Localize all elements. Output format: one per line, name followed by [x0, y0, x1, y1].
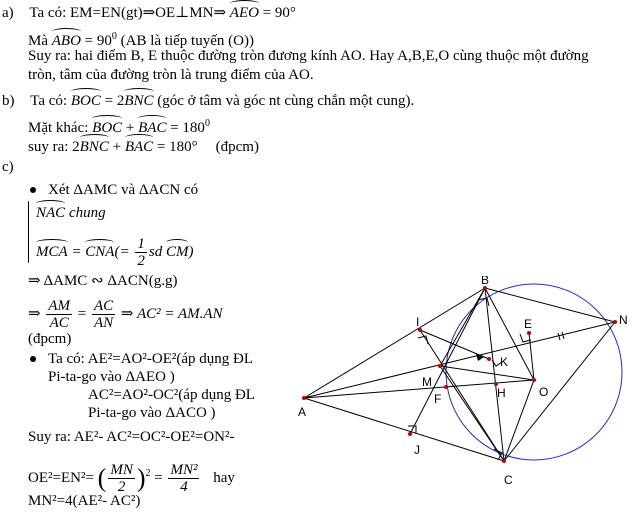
label-a: A	[298, 405, 307, 419]
ratio-line: ⇒ $\frac{AM}{AC}$ = $\frac{AC}{AN}$ ⇒ AC² = AM.AN	[28, 298, 223, 331]
point-a	[302, 396, 306, 400]
pythag-line-5: Suy ra: AE²- AC²=OC²-OE²=ON²-	[28, 429, 235, 445]
point-o	[532, 378, 536, 382]
point-m	[438, 364, 442, 368]
label-i: I	[416, 315, 420, 329]
pythag-line-4: Pi-ta-go vào ΔACO )	[88, 405, 216, 421]
label-f: F	[434, 392, 442, 406]
label-j: J	[414, 443, 420, 457]
tick-1	[558, 333, 560, 340]
pythag-line-1: Ta có: AE²=AO²-OE²(áp dụng ĐL	[48, 351, 254, 367]
part-a-line-4: tròn, tâm của đường tròn là trung điểm của AO.	[28, 67, 314, 83]
tangent-ab	[304, 288, 485, 398]
part-b-line-2: Mặt khác: BOC + BAC = $180^0$	[28, 118, 210, 136]
line-co	[504, 380, 534, 461]
label-o: O	[539, 385, 549, 399]
fraction-half: $\frac{1}{2}$	[137, 236, 145, 269]
part-c-label: c)	[2, 159, 14, 175]
tangent-ac	[304, 398, 504, 461]
similarity-line: ⇒ ΔAMC ∾ ΔACN(g.g)	[28, 273, 178, 289]
angle-abo: ABO	[51, 33, 81, 49]
part-a-line-3: Suy ra: hai điểm B, E thuộc đường tròn đương kính AO. Hay A,B,E,O cùng thuộc một đường	[28, 48, 589, 64]
part-a-line-1: a) Ta có: EM=EN(gt)⇒OE⊥MN⇒ AEO = 90°	[2, 5, 296, 21]
system-brace	[28, 201, 29, 263]
part-a-label: a)	[2, 5, 14, 21]
secant-an	[304, 322, 615, 398]
part-b-label: b)	[2, 93, 15, 109]
line-bo	[485, 288, 534, 380]
system-line-1: NAC chung	[36, 205, 106, 221]
label-h: H	[497, 386, 506, 400]
pythag-line-6: OE²=EN²= ( $\frac{MN}{2}$ )$^2$ = $\frac{\text{MN²}}{4}$ hay	[28, 462, 235, 495]
point-j	[408, 432, 412, 436]
label-m: M	[422, 375, 432, 389]
pythag-line-2: Pi-ta-go vào ΔAEO )	[48, 369, 175, 385]
point-c	[502, 459, 506, 463]
bullet-icon	[30, 187, 36, 193]
label-k: K	[500, 355, 509, 369]
right-angle-i	[418, 336, 428, 344]
tick-2	[562, 332, 564, 339]
part-b-line-1: b) Ta có: BOC = 2BNC (góc ở tâm và góc nt cùng chắn một cung).	[2, 93, 415, 109]
line-mo	[440, 366, 534, 380]
part-b-line-3: suy ra: 2BNC + BAC = 180° (đpcm)	[28, 139, 259, 155]
chord-bn	[485, 288, 615, 322]
label-b: B	[481, 276, 490, 287]
system-line-2: MCA = CNA(= $\frac{1}{2}$ sd CM)	[36, 236, 194, 269]
point-n	[613, 320, 617, 324]
pythag-line-7: MN²=4(AE²- AC²)	[28, 493, 141, 509]
point-f	[444, 385, 448, 389]
label-e: E	[524, 317, 533, 331]
dpcm-line: (đpcm)	[28, 331, 72, 347]
part-a-line-2: Mà ABO = $90^0$ (AB là tiếp tuyến (O))	[28, 31, 254, 49]
label-n: N	[619, 313, 628, 327]
right-angle-b	[478, 298, 489, 306]
pythag-line-3: AC²=AO²-OC²(áp dụng ĐL	[88, 387, 255, 403]
line-jb	[410, 288, 485, 434]
geometry-figure	[292, 276, 638, 512]
point-k	[487, 357, 491, 361]
bullet-icon	[30, 356, 36, 362]
label-c: C	[504, 473, 513, 487]
point-e	[527, 331, 531, 335]
chord-cn	[504, 322, 615, 461]
part-c-xet: Xét ΔAMC và ΔACN có	[48, 182, 199, 198]
angle-aeo: AEO	[229, 5, 259, 21]
